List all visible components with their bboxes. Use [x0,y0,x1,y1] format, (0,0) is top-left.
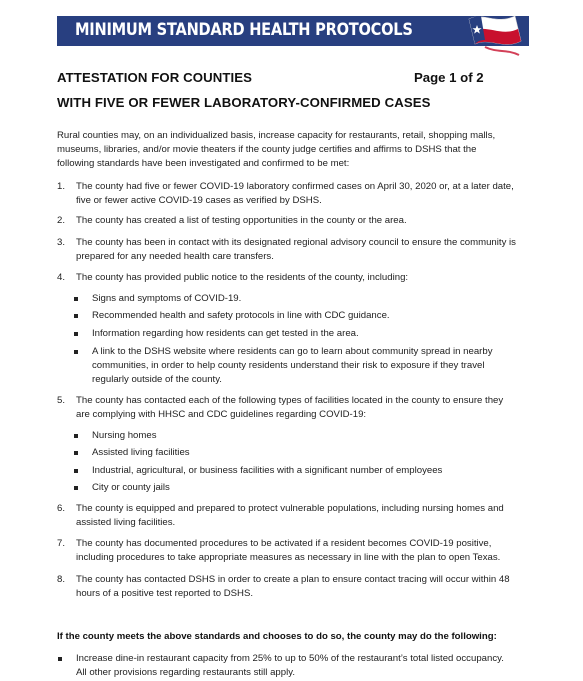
item-number: 1. [57,181,66,192]
texas-flag-icon [455,3,535,63]
item-text: The county has created a list of testing opportunities in the county or the area. [76,215,407,226]
intro-line: museums, libraries, and/or movie theaters if the county judge certifies and affirms to DSHS that the [57,144,477,155]
bullet-text: Increase dine-in restaurant capacity from 25% to up to 50% of the restaurant’s total listed occupancy. [76,653,504,664]
bullet-text: Assisted living facilities [92,447,190,458]
intro-line: following standards have been investigated and confirmed to be met: [57,158,350,169]
bullet-square-icon [74,486,78,490]
bullet-text: Signs and symptoms of COVID-19. [92,293,242,304]
item-text: five or fewer active COVID-19 cases as verified by DSHS. [76,195,322,206]
bullet-square-icon [74,314,78,318]
bullet-text: Industrial, agricultural, or business facilities with a significant number of employees [92,465,443,476]
bullet-text: City or county jails [92,482,170,493]
bullet-square-icon [74,469,78,473]
item-text: The county is equipped and prepared to protect vulnerable populations, including nursing homes and [76,503,504,514]
conclusion-heading: If the county meets the above standards and chooses to do so, the county may do the following: [57,631,497,642]
item-text: hours of a positive test reported to DSHS. [76,588,254,599]
item-number: 3. [57,237,66,248]
item-number: 8. [57,574,66,585]
item-number: 4. [57,272,66,283]
bullet-square-icon [74,451,78,455]
item-text: The county has been in contact with its designated regional advisory council to ensure the community is [76,237,516,248]
item-number: 7. [57,538,66,549]
item-text: are complying with HHSC and CDC guidelines regarding COVID-19: [76,409,367,420]
intro-line: Rural counties may, on an individualized basis, increase capacity for restaurants, retail, shopping malls, [57,130,496,141]
bullet-square-icon [74,434,78,438]
item-text: The county has contacted DSHS in order to create a plan to ensure contact tracing will occur within 48 [76,574,510,585]
bullet-text: A link to the DSHS website where residents can go to learn about community spread in nearby [92,346,493,357]
item-text: The county has provided public notice to the residents of the county, including: [76,272,409,283]
item-text: The county has contacted each of the following types of facilities located in the county to ensure they [76,395,504,406]
bullet-text: regularly outside of the county. [92,374,222,385]
item-number: 2. [57,215,66,226]
bullet-text: communities, in order to help county residents understand their risk to exposure if they travel [92,360,485,371]
page-indicator: Page 1 of 2 [414,70,484,85]
banner-title: MINIMUM STANDARD HEALTH PROTOCOLS [75,20,413,40]
item-number: 5. [57,395,66,406]
bullet-square-icon [58,657,62,661]
bullet-text: Information regarding how residents can get tested in the area. [92,328,359,339]
item-number: 6. [57,503,66,514]
item-text: The county has documented procedures to be activated if a resident becomes COVID-19 positive, [76,538,492,549]
item-text: assisted living facilities. [76,517,176,528]
document-title: ATTESTATION FOR COUNTIES [57,70,253,85]
bullet-square-icon [74,297,78,301]
bullet-text: All other provisions regarding restaurants still apply. [76,667,295,678]
bullet-square-icon [74,332,78,336]
bullet-square-icon [74,350,78,354]
bullet-text: Nursing homes [92,430,157,441]
document-subtitle: WITH FIVE OR FEWER LABORATORY-CONFIRMED CASES [57,95,431,110]
intro-paragraph [57,129,535,171]
item-text: The county had five or fewer COVID-19 laboratory confirmed cases on April 30, 2020 or, at a later date, [76,181,514,192]
bullet-text: Recommended health and safety protocols in line with CDC guidance. [92,310,390,321]
item-text: prepared for any needed health care transfers. [76,251,274,262]
item-text: including procedures to take appropriate measures as necessary in line with the plan to open Texas. [76,552,501,563]
